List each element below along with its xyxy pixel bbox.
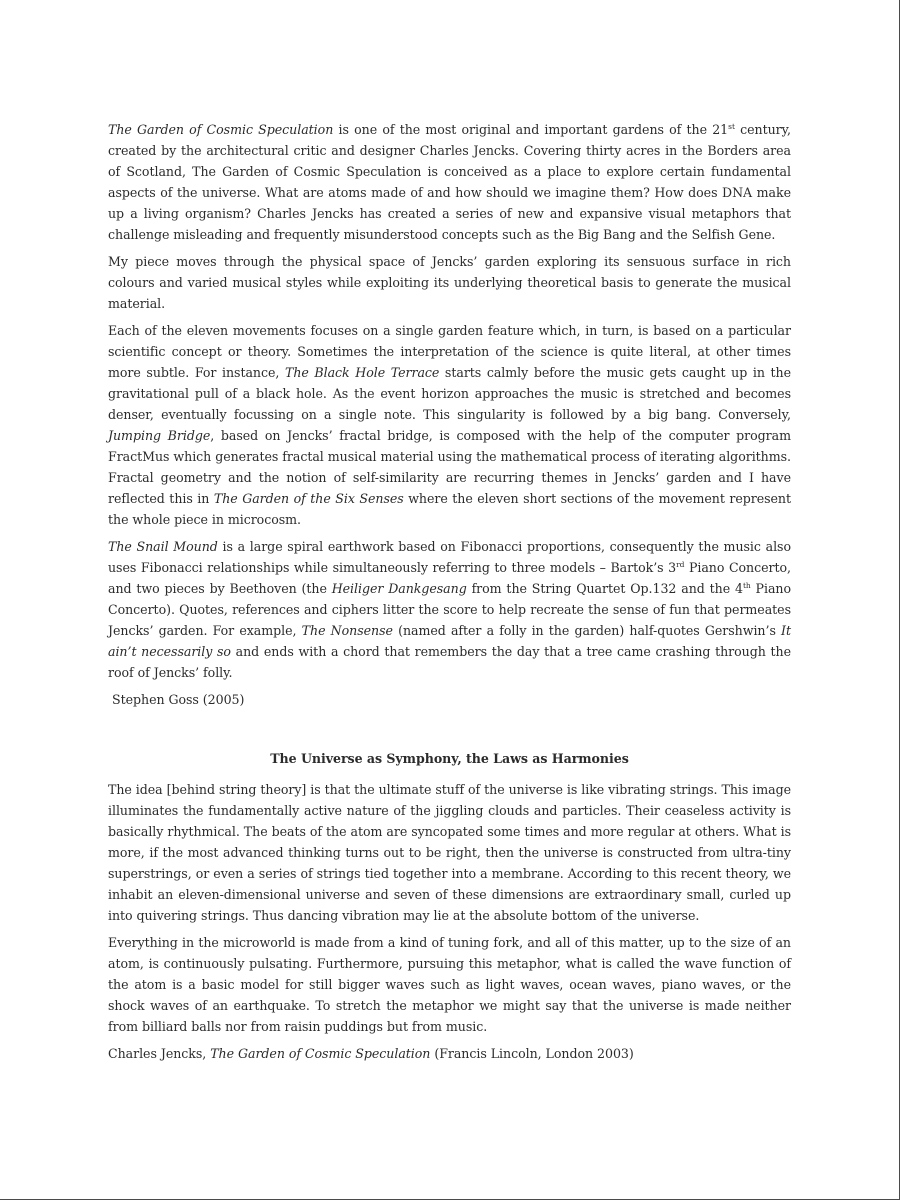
source-citation: [108, 1043, 791, 1064]
microworld-paragraph: Everything in the microworld is made from a kind of tuning fork, and all of this matter, up to the size of an atom, is continuously pulsating. Furthermore, pursuing this metaphor, what is called the wave function of the atom is a basic model for still bigger waves such as light waves, ocean waves, piano waves, or the shock waves of an earthquake. To stretch the metaphor we might say that the universe is made neither from billiard balls nor from raisin puddings but from music.: [108, 935, 791, 1034]
black-hole-terrace-title: The Black Hole Terrace: [284, 365, 440, 380]
intro-text-b: century, created by the architectural critic and designer Charles Jencks. Covering thirty acres in the Borders area of Scotland, The Garden of Cosmic Speculation is conceived as a place to explore certain fundamental aspects of the universe. What are atoms made of and how should we imagine them? How does DNA make up a living organism? Charles Jencks has created a series of new and expansive visual metaphors that challenge misleading and frequently misunderstood concepts such as the Big Bang and the Selfish Gene.: [108, 122, 791, 242]
snail-text-d: Piano Concerto). Quotes, references and ciphers litter the score to help recreate the sense of fun that permeates Jencks’ garden. For example,: [108, 581, 791, 638]
six-senses-title: The Garden of the Six Senses: [213, 491, 404, 506]
intro-text-a: is one of the most original and important gardens of the 21: [333, 122, 729, 137]
jumping-bridge-title: Jumping Bridge: [108, 428, 211, 443]
intro-paragraph: [108, 119, 791, 245]
movements-text-c: , based on Jencks’ fractal bridge, is composed with the help of the computer program FractMus which generates fractal musical material using the mathematical process of iterating algorithms. Fractal geometry and the notion of self-similarity are recurring themes in Jencks’ garden and I have reflected this in: [108, 428, 791, 506]
snail-mound-paragraph: [108, 536, 791, 683]
snail-text-c: from the String Quartet Op.132 and the 4: [466, 581, 743, 596]
ordinal-suffix: th: [742, 581, 751, 590]
movements-text-b: starts calmly before the music gets caught up in the gravitational pull of a black hole. As the event horizon approaches the music is stretched and becomes denser, eventually focussing on a single note. This singularity is followed by a big bang. Conversely,: [108, 365, 791, 422]
movements-text-d: where the eleven short sections of the movement represent the whole piece in microcosm.: [108, 491, 791, 527]
citation-publisher: (Francis Lincoln, London 2003): [430, 1046, 634, 1061]
piece-paragraph: My piece moves through the physical space of Jencks’ garden exploring its sensuous surface in rich colours and varied musical styles while exploiting its underlying theoretical basis to generate the musical material.: [108, 254, 791, 311]
snail-text-a: is a large spiral earthwork based on Fibonacci proportions, consequently the music also uses Fibonacci relationships while simultaneously referring to three models – Bartok’s 3: [108, 539, 791, 575]
string-theory-paragraph: The idea [behind string theory] is that the ultimate stuff of the universe is like vibrating strings. This image illuminates the fundamentally active nature of the jiggling clouds and particles. Their ceaseless activity is basically rhythmical. The beats of the atom are syncopated some times and more regular at others. What is more, if the most advanced thinking turns out to be right, then the universe is constructed from ultra-tiny superstrings, or even a series of strings tied together into a membrane. According to this recent theory, we inhabit an eleven-dimensional universe and seven of these dimensions are extraordinary small, curled up into quivering strings. Thus dancing vibration may lie at the absolute bottom of the universe.: [108, 782, 791, 923]
composer-attribution: Stephen Goss (2005): [112, 692, 245, 707]
movements-text-a: Each of the eleven movements focuses on a single garden feature which, in turn, is based on a particular scientific concept or theory. Sometimes the interpretation of the science is quite literal, at other times more subtle. For instance,: [108, 323, 791, 380]
gershwin-song-title: It ain’t necessarily so: [108, 623, 791, 659]
ordinal-suffix: rd: [676, 560, 685, 569]
ordinal-suffix: st: [728, 122, 735, 131]
snail-text-f: and ends with a chord that remembers the day that a tree came crashing through the roof of Jencks’ folly.: [108, 644, 791, 680]
document-page: [108, 119, 791, 1070]
citation-author: Charles Jencks,: [108, 1046, 211, 1061]
garden-title: The Garden of Cosmic Speculation: [108, 122, 334, 137]
snail-text-b: Piano Concerto, and two pieces by Beethoven (the: [108, 560, 791, 596]
nonsense-title: The Nonsense: [301, 623, 393, 638]
snail-mound-title: The Snail Mound: [108, 539, 218, 554]
heiliger-dankgesang-title: Heiliger Dankgesang: [331, 581, 467, 596]
section-heading: The Universe as Symphony, the Laws as Harmonies: [270, 751, 629, 766]
movements-paragraph: [108, 320, 791, 530]
snail-text-e: (named after a folly in the garden) half-quotes Gershwin’s: [392, 623, 782, 638]
citation-book-title: The Garden of Cosmic Speculation: [210, 1046, 431, 1061]
